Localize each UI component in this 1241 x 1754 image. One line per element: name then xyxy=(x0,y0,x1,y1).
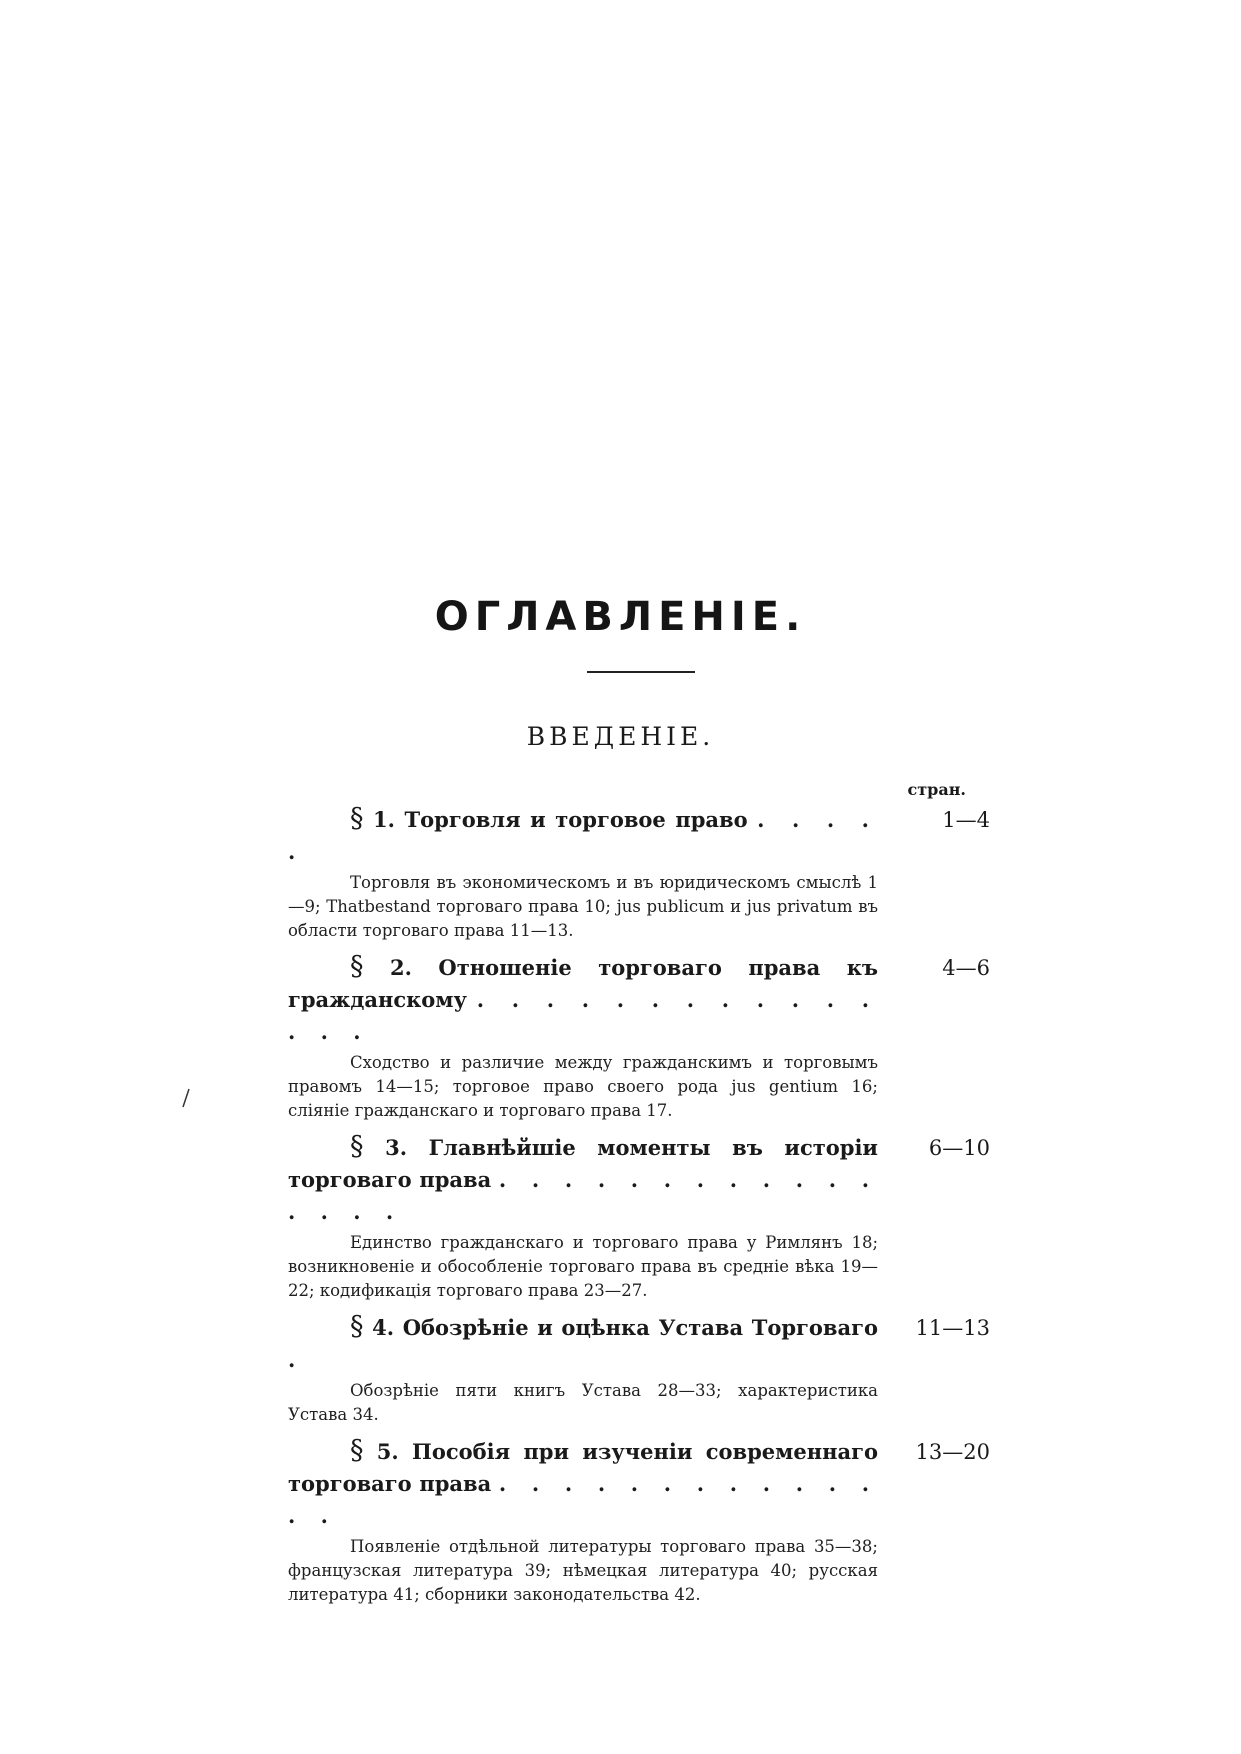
toc-entry-4[interactable] xyxy=(288,1311,990,1427)
toc-entry-1[interactable] xyxy=(288,803,990,943)
entry-pages: 6—10 xyxy=(928,1136,990,1160)
entry-heading: 1. Торговля и торговое право xyxy=(373,807,748,832)
section-heading: ВВЕДЕНІЕ. xyxy=(526,722,715,751)
entry-summary: Единство гражданскаго и торговаго права у Римлянъ 18; возникновеніе и обособленіе торговаго права въ средніе вѣка 19—22; кодификація торговаго права 23—27. xyxy=(288,1233,878,1300)
table-of-contents xyxy=(288,780,990,1615)
toc-entry-5[interactable] xyxy=(288,1435,990,1607)
pages-column-label: стран. xyxy=(907,780,966,799)
dot-leaders: . . . . . . . . . . . . . . xyxy=(288,1471,879,1528)
page-title: ОГЛАВЛЕНІЕ. xyxy=(434,594,807,640)
entry-pages: 4—6 xyxy=(942,956,990,980)
dot-leaders: . xyxy=(288,1347,305,1372)
entry-heading: 2. Отношеніе торговаго права къ гражданскому xyxy=(288,955,878,1012)
section-sign: § xyxy=(350,1435,364,1466)
entry-summary: Обозрѣніе пяти книгъ Устава 28—33; характеристика Устава 34. xyxy=(288,1381,878,1424)
entry-summary: Торговля въ экономическомъ и въ юридическомъ смыслѣ 1—9; Thatbestand торговаго права 10; jus publicum и jus privatum въ области торговаго права 11—13. xyxy=(288,873,878,940)
entry-summary: Появленіе отдѣльной литературы торговаго права 35—38; французская литература 39; нѣмецкая литература 40; русская литература 41; сборники законодательства 42. xyxy=(288,1537,878,1604)
section-sign: § xyxy=(350,1311,364,1342)
dot-leaders: . . . . . . . . . . . . . . . xyxy=(288,987,879,1044)
entry-pages: 11—13 xyxy=(915,1316,990,1340)
toc-entry-2[interactable] xyxy=(288,951,990,1123)
entry-heading: 4. Обозрѣніе и оцѣнка Устава Торговаго xyxy=(372,1315,879,1340)
entry-summary: Сходство и различие между гражданскимъ и торговымъ правомъ 14—15; торговое право своего рода jus gentium 16; сліяніе гражданскаго и торговаго права 17. xyxy=(288,1053,878,1120)
section-sign: § xyxy=(350,1131,364,1162)
entry-pages: 13—20 xyxy=(915,1440,990,1464)
section-sign: § xyxy=(350,951,364,982)
margin-pencil-mark xyxy=(182,1088,190,1108)
entry-heading: 3. Главнѣйшіе моменты въ исторіи торговаго права xyxy=(288,1135,878,1192)
dot-leaders: . . . . . xyxy=(288,807,878,864)
title-divider xyxy=(587,671,695,673)
entry-heading: 5. Пособія при изученіи современнаго торговаго права xyxy=(288,1439,878,1496)
section-sign: § xyxy=(350,803,364,834)
toc-entry-3[interactable] xyxy=(288,1131,990,1303)
dot-leaders: . . . . . . . . . . . . . . . . xyxy=(288,1167,879,1224)
entry-pages: 1—4 xyxy=(942,808,990,832)
